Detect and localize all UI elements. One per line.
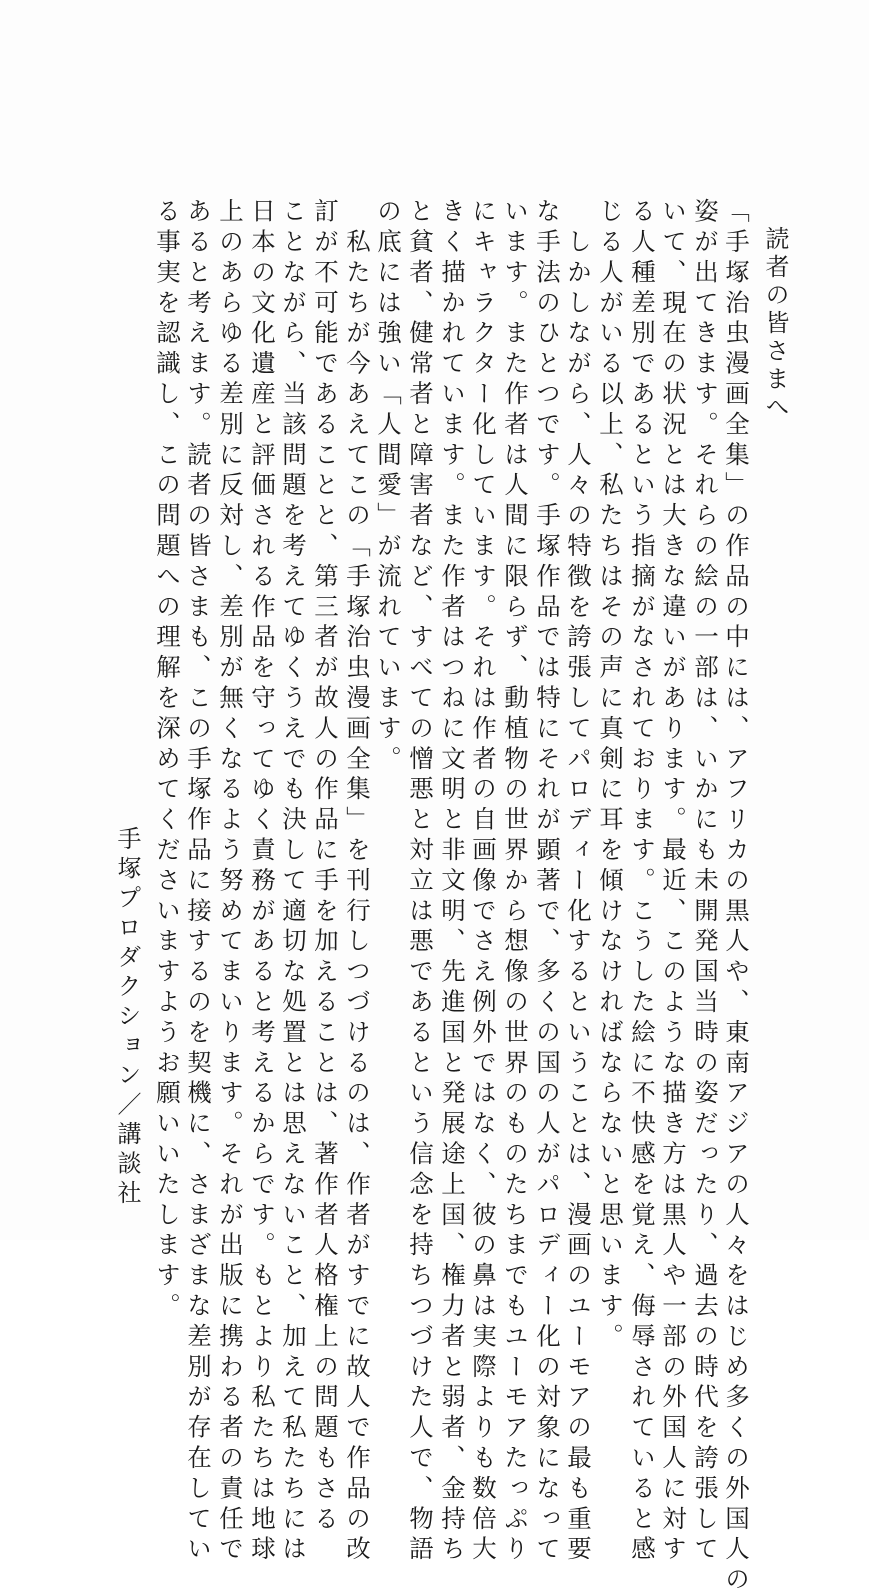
text-column-5: じる人がいる以上、私たちはその声に真剣に耳を傾けなければならないと思います。 <box>596 198 625 1354</box>
text-column-11: と貧者、健常者と障害者など、すべての憎悪と対立は悪であるという信念を持ちつづけた人で、物語 <box>406 198 435 1566</box>
text-column-2: 姿が出てきます。それらの絵の一部は、いかにも未開発国当時の姿だったり、過去の時代を誇張して <box>691 198 720 1566</box>
text-column-15: ことながら、当該問題を考えてゆくうえでも決して適切な処置とは思えないこと、加えて私たちには <box>279 198 308 1566</box>
text-column-9: にキャラクター化しています。それは作者の自画像でさえ例外ではなく、彼の鼻は実際よりも数倍大 <box>469 198 498 1566</box>
text-column-19: る事実を認識し、この問題への理解を深めてくださいますようお願いいたします。 <box>153 198 182 1323</box>
text-column-12: の底には強い「人間愛」が流れています。 <box>374 198 403 776</box>
text-column-18: あると考えます。読者の皆さまも、この手塚作品に接するのを契機に、さまざまな差別が存在してい <box>184 198 213 1566</box>
text-column-14: 訂が不可能であることと、第三者が故人の作品に手を加えることは、著作者人格権上の問題もさる <box>311 198 340 1536</box>
page-title: 読者の皆さまへ <box>761 226 789 422</box>
text-column-13: 私たちが今あえてこの「手塚治虫漫画全集」を刊行しつづけるのは、作者がすでに故人で作品の改 <box>343 198 372 1566</box>
text-column-3: いて、現在の状況とは大きな違いがあります。最近、このような描き方は黒人や一部の外国人に対す <box>659 198 688 1566</box>
text-column-4: る人種差別であるという指摘がなされております。こうした絵に不快感を覚え、侮辱されていると感 <box>628 198 657 1566</box>
text-column-17: 上のあらゆる差別に反対し、差別が無くなるよう努めてまいります。それが出版に携わる者の責任で <box>216 198 245 1567</box>
text-column-16: 日本の文化遺産と評価される作品を守ってゆく責務があると考えるからです。もとより私たちは地球 <box>248 198 277 1566</box>
text-column-10: きく描かれています。また作者はつねに文明と非文明、先進国と発展途上国、権力者と弱者、金持ち <box>438 198 467 1566</box>
text-column-8: います。また作者は人間に限らず、動植物の世界から想像の世界のものたちまでもユーモアたっぷり <box>501 198 530 1566</box>
text-column-1: 「手塚治虫漫画全集」の作品の中には、アフリカの黒人や、東南アジアの人々をはじめ多くの外国人の <box>722 198 751 1596</box>
text-column-6: しかしながら、人々の特徴を誇張してパロディー化するということは、漫画のユーモアの最も重要 <box>564 198 593 1566</box>
publisher-signature: 手塚プロダクション／講談社 <box>113 826 141 1210</box>
text-column-7: な手法のひとつです。手塚作品では特にそれが顕著で、多くの国の人がパロディー化の対象になって <box>533 198 562 1566</box>
